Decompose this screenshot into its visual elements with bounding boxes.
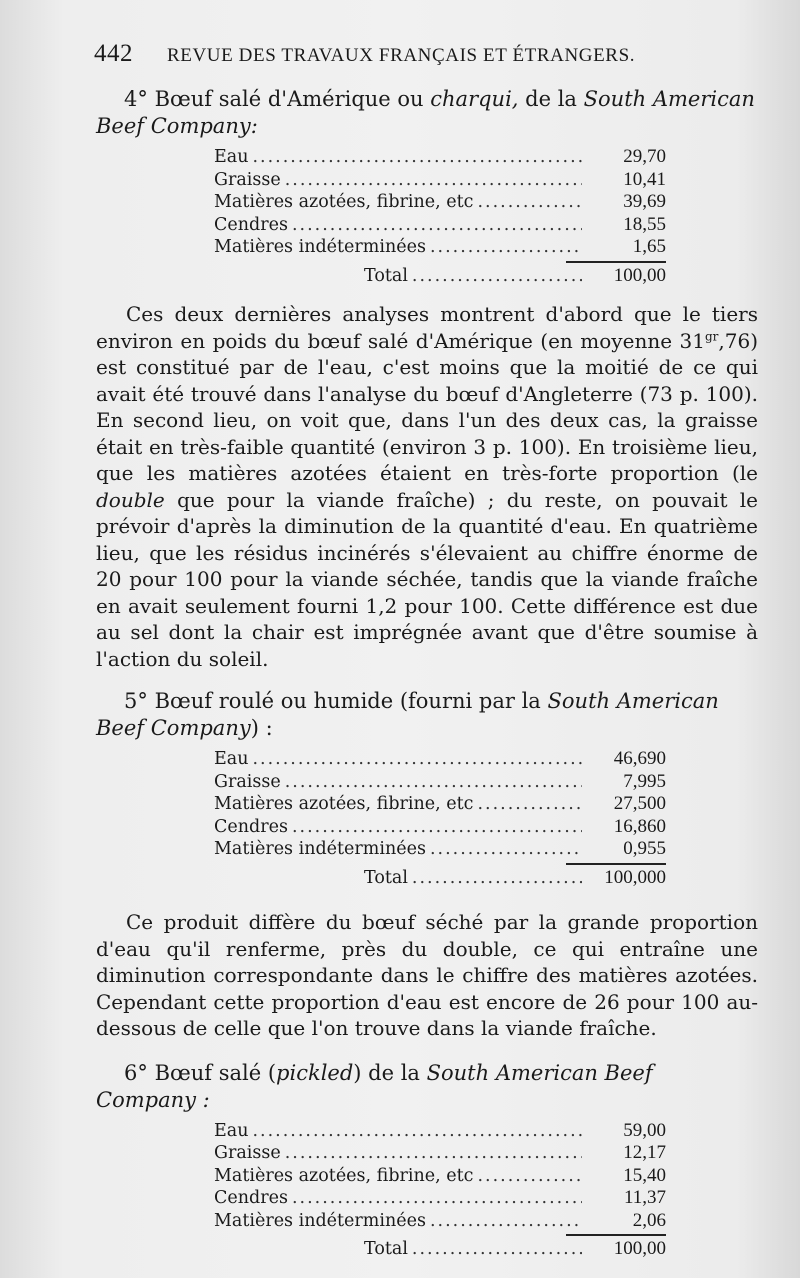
analysis-row-value: 39,69 — [623, 191, 666, 212]
section-4-heading — [96, 86, 758, 140]
analysis-row-value: 59,00 — [623, 1119, 666, 1141]
section-4-analysis-table — [214, 146, 666, 287]
analysis-row — [214, 816, 666, 839]
section-4-number: 4° — [124, 87, 148, 111]
analysis-row-label: Matières azotées, fibrine, etc — [214, 794, 474, 814]
leader-dots — [430, 1211, 582, 1233]
leader-dots — [285, 170, 582, 192]
paragraph-1 — [96, 301, 758, 672]
leader-dots — [292, 215, 582, 237]
leader-dots — [477, 794, 582, 816]
section-6-company: South American Beef Company : — [96, 1060, 653, 1112]
running-title: REVUE DES TRAVAUX FRANÇAIS ET ÉTRANGERS. — [167, 45, 636, 66]
analysis-row — [214, 236, 666, 259]
total-label: Total — [364, 867, 408, 888]
section-6-analysis-table — [214, 1120, 666, 1261]
section-6-title: Bœuf salé ( — [154, 1060, 277, 1085]
analysis-row — [214, 169, 666, 192]
paragraph-1-text-b: ,76) est constitué par de l'eau, c'est moins que la moitié de ce qui avait été trouvé dans l'analyse du bœuf d'Angleterre (73 p. 100). En second lieu, on voit que, dans l'un des deux cas, la graisse était en très-faible quantité (environ 3 p. 100). En troisième lieu, que les matières azotées étaient en très-forte proportion (le — [96, 328, 758, 485]
paragraph-2-text: Ce produit diffère du bœuf séché par la grande proportion d'eau qu'il renferme, près du double, ce qui entraîne une diminution correspondante dans le chiffre des matières azotées. Cependant cette proportion d'eau est encore de 26 pour 100 au-dessous de celle que l'on trouve dans la viande fraîche. — [96, 910, 758, 1040]
section-5-analysis-table — [214, 748, 666, 889]
analysis-row-value: 2,06 — [632, 1209, 666, 1231]
total-row — [214, 265, 666, 288]
section-4-title-italic: charqui, — [430, 87, 519, 111]
section-6-title-mid: ) de la — [353, 1060, 420, 1085]
analysis-row — [214, 1142, 666, 1165]
leader-dots — [412, 868, 582, 890]
leader-dots — [430, 237, 582, 259]
leader-dots — [285, 772, 582, 794]
total-label: Total — [364, 265, 408, 286]
analysis-row — [214, 838, 666, 861]
analysis-row-label: Matières indéterminées — [214, 839, 426, 859]
analysis-row-label: Cendres — [214, 214, 288, 235]
page-content — [96, 40, 758, 1261]
analysis-row — [214, 771, 666, 794]
leader-dots — [252, 147, 582, 169]
analysis-row — [214, 191, 666, 214]
analysis-row-label: Eau — [214, 1120, 249, 1141]
total-label: Total — [364, 1239, 408, 1259]
leader-dots — [477, 1166, 582, 1188]
running-head — [96, 40, 758, 76]
section-5-number: 5° — [124, 689, 148, 713]
paragraph-1-text-a: Ces deux dernières analyses montrent d'abord que le tiers environ en poids du bœuf salé d'Amérique (en moyenne 31 — [96, 302, 758, 353]
analysis-row-value: 12,17 — [623, 1142, 666, 1163]
leader-dots — [292, 817, 582, 839]
analysis-row-value: 16,860 — [613, 815, 666, 837]
analysis-row-label: Eau — [214, 147, 249, 167]
total-row — [214, 867, 666, 890]
analysis-row-label: Matières azotées, fibrine, etc — [214, 1165, 474, 1186]
analysis-row-label: Graisse — [214, 169, 281, 190]
analysis-row — [214, 1187, 666, 1210]
analysis-row-value: 7,995 — [623, 770, 666, 792]
paragraph-1-text-c: que pour la viande fraîche) ; du reste, on pouvait le prévoir d'après la diminution de la quantité d'eau. En quatrième lieu, que les résidus incinérés s'élevaient au chiffre énorme de 20 pour 100 pour la viande séchée, tandis que la viande fraîche en avait seulement fourni 1,2 pour 100. Cette différence est due au sel dont la chair est imprégnée avant que d'être soumise à l'action du soleil. — [96, 487, 758, 671]
section-6-number: 6° — [124, 1060, 148, 1085]
leader-dots — [430, 839, 582, 861]
section-5-title: Bœuf roulé ou humide (fourni par la — [154, 689, 541, 713]
leader-dots — [292, 1188, 582, 1210]
analysis-row — [214, 214, 666, 237]
section-5-title-post: ) : — [250, 716, 273, 740]
total-row — [214, 1238, 666, 1261]
analysis-row-label: Eau — [214, 749, 249, 769]
analysis-row-label: Matières indéterminées — [214, 1210, 426, 1231]
analysis-row — [214, 1210, 666, 1233]
analysis-row-label: Matières azotées, fibrine, etc — [214, 192, 474, 212]
paragraph-1-italic: double — [96, 487, 165, 512]
leader-dots — [412, 1239, 582, 1261]
analysis-row-label: Cendres — [214, 816, 288, 837]
leader-dots — [252, 1121, 582, 1143]
analysis-row-value: 11,37 — [623, 1187, 666, 1208]
total-value: 100,00 — [613, 264, 666, 286]
analysis-row-value: 15,40 — [623, 1164, 666, 1186]
analysis-row — [214, 1120, 666, 1143]
section-6-title-italic: pickled — [276, 1060, 354, 1085]
analysis-row-value: 46,690 — [613, 748, 666, 769]
analysis-row-value: 27,500 — [613, 793, 666, 814]
analysis-row — [214, 748, 666, 771]
paragraph-2 — [96, 909, 758, 1042]
leader-dots — [285, 1143, 582, 1165]
analysis-row-label: Graisse — [214, 1143, 281, 1163]
analysis-row-value: 29,70 — [623, 146, 666, 167]
analysis-row-label: Graisse — [214, 771, 281, 792]
leader-dots — [412, 266, 582, 288]
section-5-company: South American Beef Company — [96, 689, 719, 740]
analysis-row-label: Matières indéterminées — [214, 237, 426, 257]
analysis-row-value: 0,955 — [623, 838, 666, 859]
leader-dots — [477, 192, 582, 214]
section-4-title-mid: de la — [525, 87, 577, 111]
leader-dots — [252, 749, 582, 771]
section-4-title: Bœuf salé d'Amérique ou — [154, 87, 424, 111]
analysis-row-value: 10,41 — [623, 168, 666, 190]
analysis-row — [214, 793, 666, 816]
analysis-row-value: 1,65 — [632, 236, 666, 257]
page-number: 442 — [94, 40, 133, 67]
section-6-heading — [96, 1060, 758, 1114]
section-5-heading — [96, 688, 758, 742]
total-value: 100,00 — [613, 1238, 666, 1259]
analysis-row-value: 18,55 — [623, 213, 666, 235]
analysis-row — [214, 1165, 666, 1188]
total-value: 100,000 — [604, 866, 666, 888]
analysis-row-label: Cendres — [214, 1188, 288, 1208]
section-4-company: South American Beef Company: — [96, 87, 755, 138]
paragraph-1-sup: gr — [704, 328, 719, 343]
analysis-row — [214, 146, 666, 169]
